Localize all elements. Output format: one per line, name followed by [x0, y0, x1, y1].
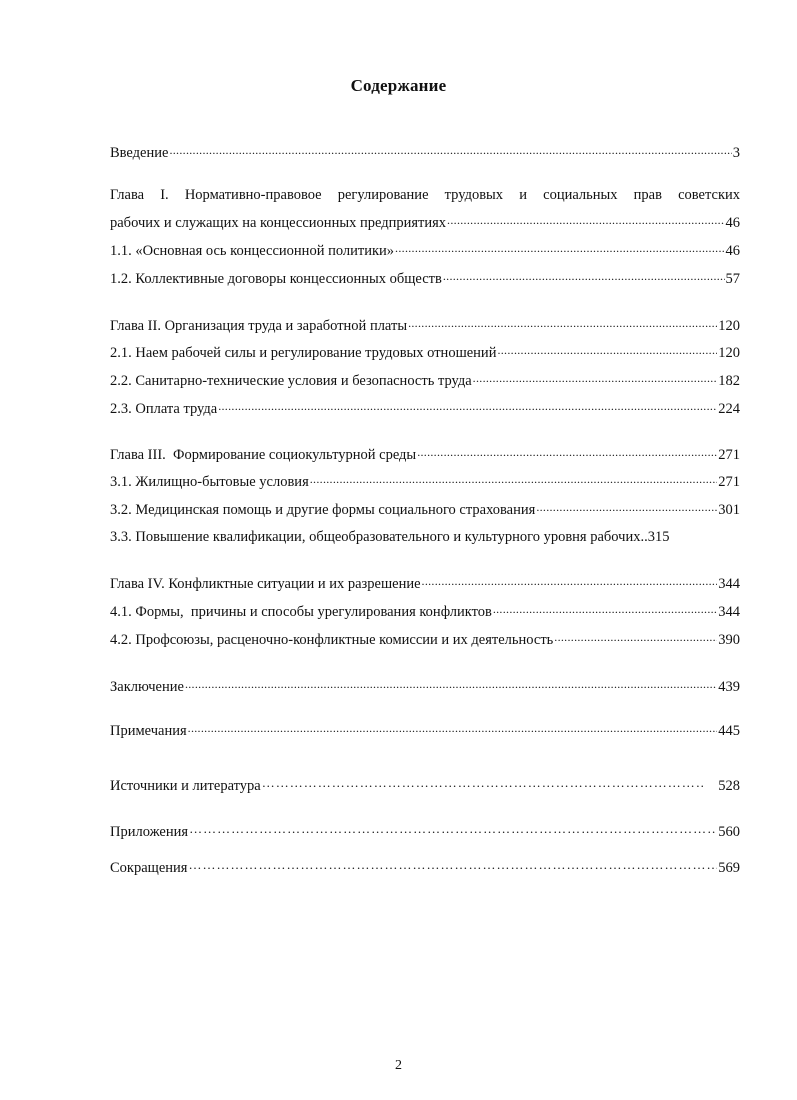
toc-entry-page: 120 — [718, 318, 740, 334]
dot-leader — [536, 500, 717, 514]
dot-leader — [447, 213, 724, 227]
toc-entry-page: 344 — [718, 604, 740, 620]
dot-leader — [408, 316, 717, 330]
toc-entry-conclusion — [110, 677, 740, 696]
dot-leader — [310, 472, 718, 486]
toc-entry-abbreviations — [110, 858, 740, 877]
dot-leader — [497, 343, 717, 357]
toc-entry-page: 560 — [718, 824, 740, 840]
page-title: Содержание — [350, 76, 447, 95]
toc-entry-label: 3.3. Повышение квалификации, общеобразовательного и культурного уровня рабочих.. — [110, 529, 648, 545]
dot-leader — [218, 399, 717, 413]
dot-leader — [417, 445, 717, 459]
toc-entry-label: Источники и литература — [110, 778, 261, 794]
toc-entry-page: 528 — [718, 778, 740, 794]
page-number: 2 — [395, 1058, 402, 1073]
toc-entry-label: 2.1. Наем рабочей силы и регулирование трудовых отношений — [110, 345, 497, 361]
toc-entry-page: 569 — [718, 860, 740, 876]
toc-entry-page: 301 — [718, 502, 740, 518]
toc-entry-3-1 — [110, 472, 740, 491]
toc-entry-chapter-4 — [110, 574, 740, 593]
dot-leader — [422, 574, 718, 588]
dot-leader — [395, 241, 724, 255]
dot-leader — [493, 602, 717, 616]
toc-entry-page: 271 — [718, 474, 740, 490]
toc-entry-page: 57 — [725, 271, 740, 287]
toc-entry-page: 344 — [718, 576, 740, 592]
toc-entry-page: 315 — [647, 529, 670, 545]
toc-entry-introduction — [110, 143, 740, 162]
dot-leader — [473, 371, 718, 385]
toc-entry-chapter-3 — [110, 445, 740, 464]
toc-entry-label: Сокращения — [110, 860, 188, 876]
toc-entry-page: 182 — [718, 373, 740, 389]
toc-entry-page: 120 — [718, 345, 740, 361]
toc-entry-page: 445 — [718, 723, 740, 739]
toc-entry-3-2 — [110, 500, 740, 519]
toc-entry-4-1 — [110, 602, 740, 621]
toc-entry-page: 3 — [732, 145, 740, 161]
toc-entry-label: 4.1. Формы, причины и способы урегулирования конфликтов — [110, 604, 492, 620]
toc-entry-label: 2.3. Оплата труда — [110, 401, 218, 417]
dot-leader — [554, 630, 717, 644]
toc-entry-notes — [110, 721, 740, 740]
toc-entry-label: Приложения — [110, 824, 189, 840]
toc-entry-3-3 — [110, 528, 740, 546]
toc-entry-2-1 — [110, 343, 740, 362]
toc-entry-label: Глава IV. Конфликтные ситуации и их разрешение — [110, 576, 421, 592]
toc-entry-page: 439 — [718, 679, 740, 695]
toc-entry-appendices — [110, 822, 740, 841]
toc-entry-page: 271 — [718, 447, 740, 463]
toc-entry-2-3 — [110, 399, 740, 418]
toc-entry-4-2 — [110, 630, 740, 649]
toc-entry-page: 46 — [725, 215, 740, 231]
toc-entry-page: 46 — [725, 243, 740, 259]
toc-entry-label: 4.2. Профсоюзы, расценочно-конфликтные комиссии и их деятельность — [110, 632, 554, 648]
toc-entry-page: 390 — [718, 632, 740, 648]
toc-entry-label: Заключение — [110, 679, 184, 695]
dot-leader — [185, 677, 717, 691]
toc-entry-chapter-2 — [110, 316, 740, 335]
toc-entry-label: рабочих и служащих на концессионных предприятиях — [110, 215, 447, 231]
toc-entry-label: 2.2. Санитарно-технические условия и безопасность труда — [110, 373, 472, 389]
toc-entry-1-2 — [110, 269, 740, 288]
toc-entry-2-2 — [110, 371, 740, 390]
dot-leader — [169, 143, 731, 157]
toc-entry-label: Примечания — [110, 723, 187, 739]
toc-entry-sources — [110, 776, 740, 795]
toc-entry-label: Глава II. Организация труда и заработной платы — [110, 318, 408, 334]
toc-entry-label: Глава III. Формирование социокультурной среды — [110, 447, 417, 463]
dot-leader — [443, 269, 725, 283]
dot-leader — [188, 858, 717, 872]
dot-leader — [189, 822, 717, 836]
toc-entry-chapter-1 — [110, 213, 740, 232]
toc-entry-1-1 — [110, 241, 740, 260]
toc-entry-label: 3.1. Жилищно-бытовые условия — [110, 474, 309, 490]
toc-entry-label: 1.1. «Основная ось концессионной политики» — [110, 243, 395, 259]
toc-entry-label: 3.2. Медицинская помощь и другие формы социального страхования — [110, 502, 536, 518]
dot-leader — [188, 721, 718, 735]
toc-entry-label: 1.2. Коллективные договоры концессионных обществ — [110, 271, 442, 287]
toc-entry-chapter-1-line1: Глава I. Нормативно-правовое регулирование трудовых и социальных прав советских — [110, 187, 740, 203]
toc-entry-label: Введение — [110, 145, 169, 161]
dot-leader — [262, 776, 706, 790]
toc-entry-page: 224 — [718, 401, 740, 417]
